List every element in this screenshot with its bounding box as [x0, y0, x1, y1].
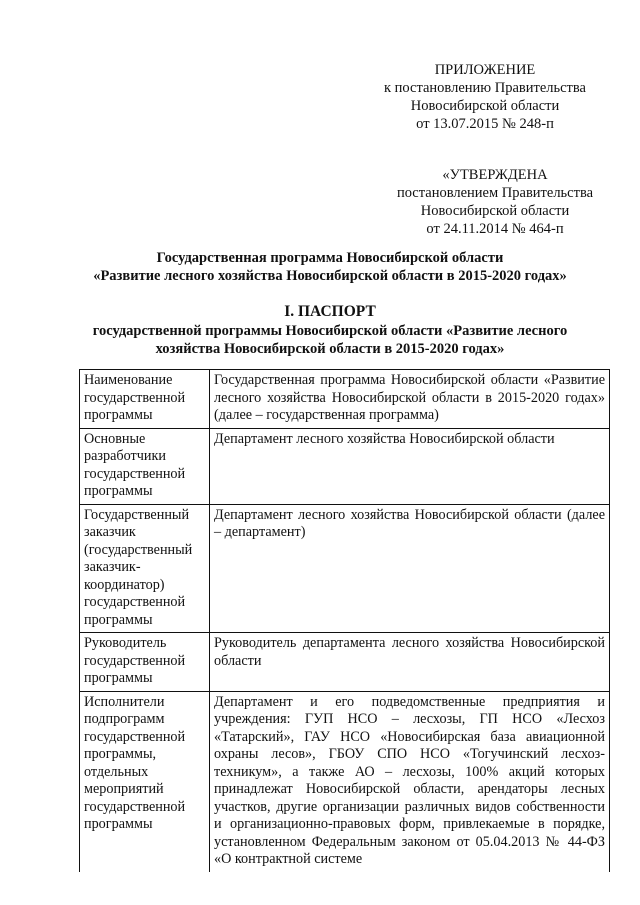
- row-label: Основные разработчики государственной программы: [80, 428, 210, 504]
- approved-line-1: постановлением Правительства: [396, 185, 594, 201]
- passport-heading-line-2: хозяйства Новосибирской области в 2015-2020 годах»: [155, 341, 505, 357]
- row-value: Государственная программа Новосибирской области «Развитие лесного хозяйства Новосибирской области в 2015-2020 годах» (далее – государственная программа): [210, 370, 610, 429]
- appendix-title: ПРИЛОЖЕНИЕ: [434, 62, 536, 78]
- passport-heading: [60, 302, 600, 358]
- row-value: Департамент и его подведомственные предприятия и учреждения: ГУП НСО – лесхозы, ГП НСО «Лесхоз «Татарский», ГАУ НСО «Новосибирская база авиационной охраны лесов», ГБОУ СПО НСО «Тогучинский лесхоз-техникум», а также АО – лесхозы, 100% акций которых принадлежат Новосибирской области, арендаторы лесных участков, другие организации различных видов собственности и организационно-правовых форм, привлекаемые в порядке, установленном Федеральным законом от 05.04.2013 № 44-ФЗ «О контрактной системе: [210, 691, 610, 872]
- table-row: [80, 504, 610, 633]
- row-value: Департамент лесного хозяйства Новосибирской области: [210, 428, 610, 504]
- passport-heading-title: I. ПАСПОРТ: [284, 303, 376, 320]
- appendix-line-3: от 13.07.2015 № 248-п: [416, 116, 554, 132]
- approved-line-3: от 24.11.2014 № 464-п: [426, 221, 564, 237]
- approved-header: [380, 166, 610, 238]
- appendix-line-1: к постановлению Правительства: [384, 80, 586, 96]
- table-row: [80, 691, 610, 872]
- row-value: Департамент лесного хозяйства Новосибирской области (далее – департамент): [210, 504, 610, 633]
- table-row: [80, 633, 610, 692]
- row-label: Исполнители подпрограмм государственной программы, отдельных мероприятий государственной программы: [80, 691, 210, 872]
- row-label: Государственный заказчик (государственный заказчик-координатор) государственной программы: [80, 504, 210, 633]
- passport-table: [79, 369, 610, 872]
- program-title: [60, 249, 600, 285]
- table-row: [80, 428, 610, 504]
- program-title-line-1: Государственная программа Новосибирской области: [156, 250, 504, 266]
- appendix-header: [380, 61, 590, 133]
- row-value: Руководитель департамента лесного хозяйства Новосибирской области: [210, 633, 610, 692]
- program-title-line-2: «Развитие лесного хозяйства Новосибирской области в 2015-2020 годах»: [93, 268, 567, 284]
- appendix-line-2: Новосибирской области: [410, 98, 560, 114]
- passport-heading-line-1: государственной программы Новосибирской области «Развитие лесного: [92, 323, 568, 339]
- row-label: Наименование государственной программы: [80, 370, 210, 429]
- table-row: [80, 370, 610, 429]
- row-label: Руководитель государственной программы: [80, 633, 210, 692]
- approved-title: «УТВЕРЖДЕНА: [442, 167, 548, 183]
- approved-line-2: Новосибирской области: [420, 203, 570, 219]
